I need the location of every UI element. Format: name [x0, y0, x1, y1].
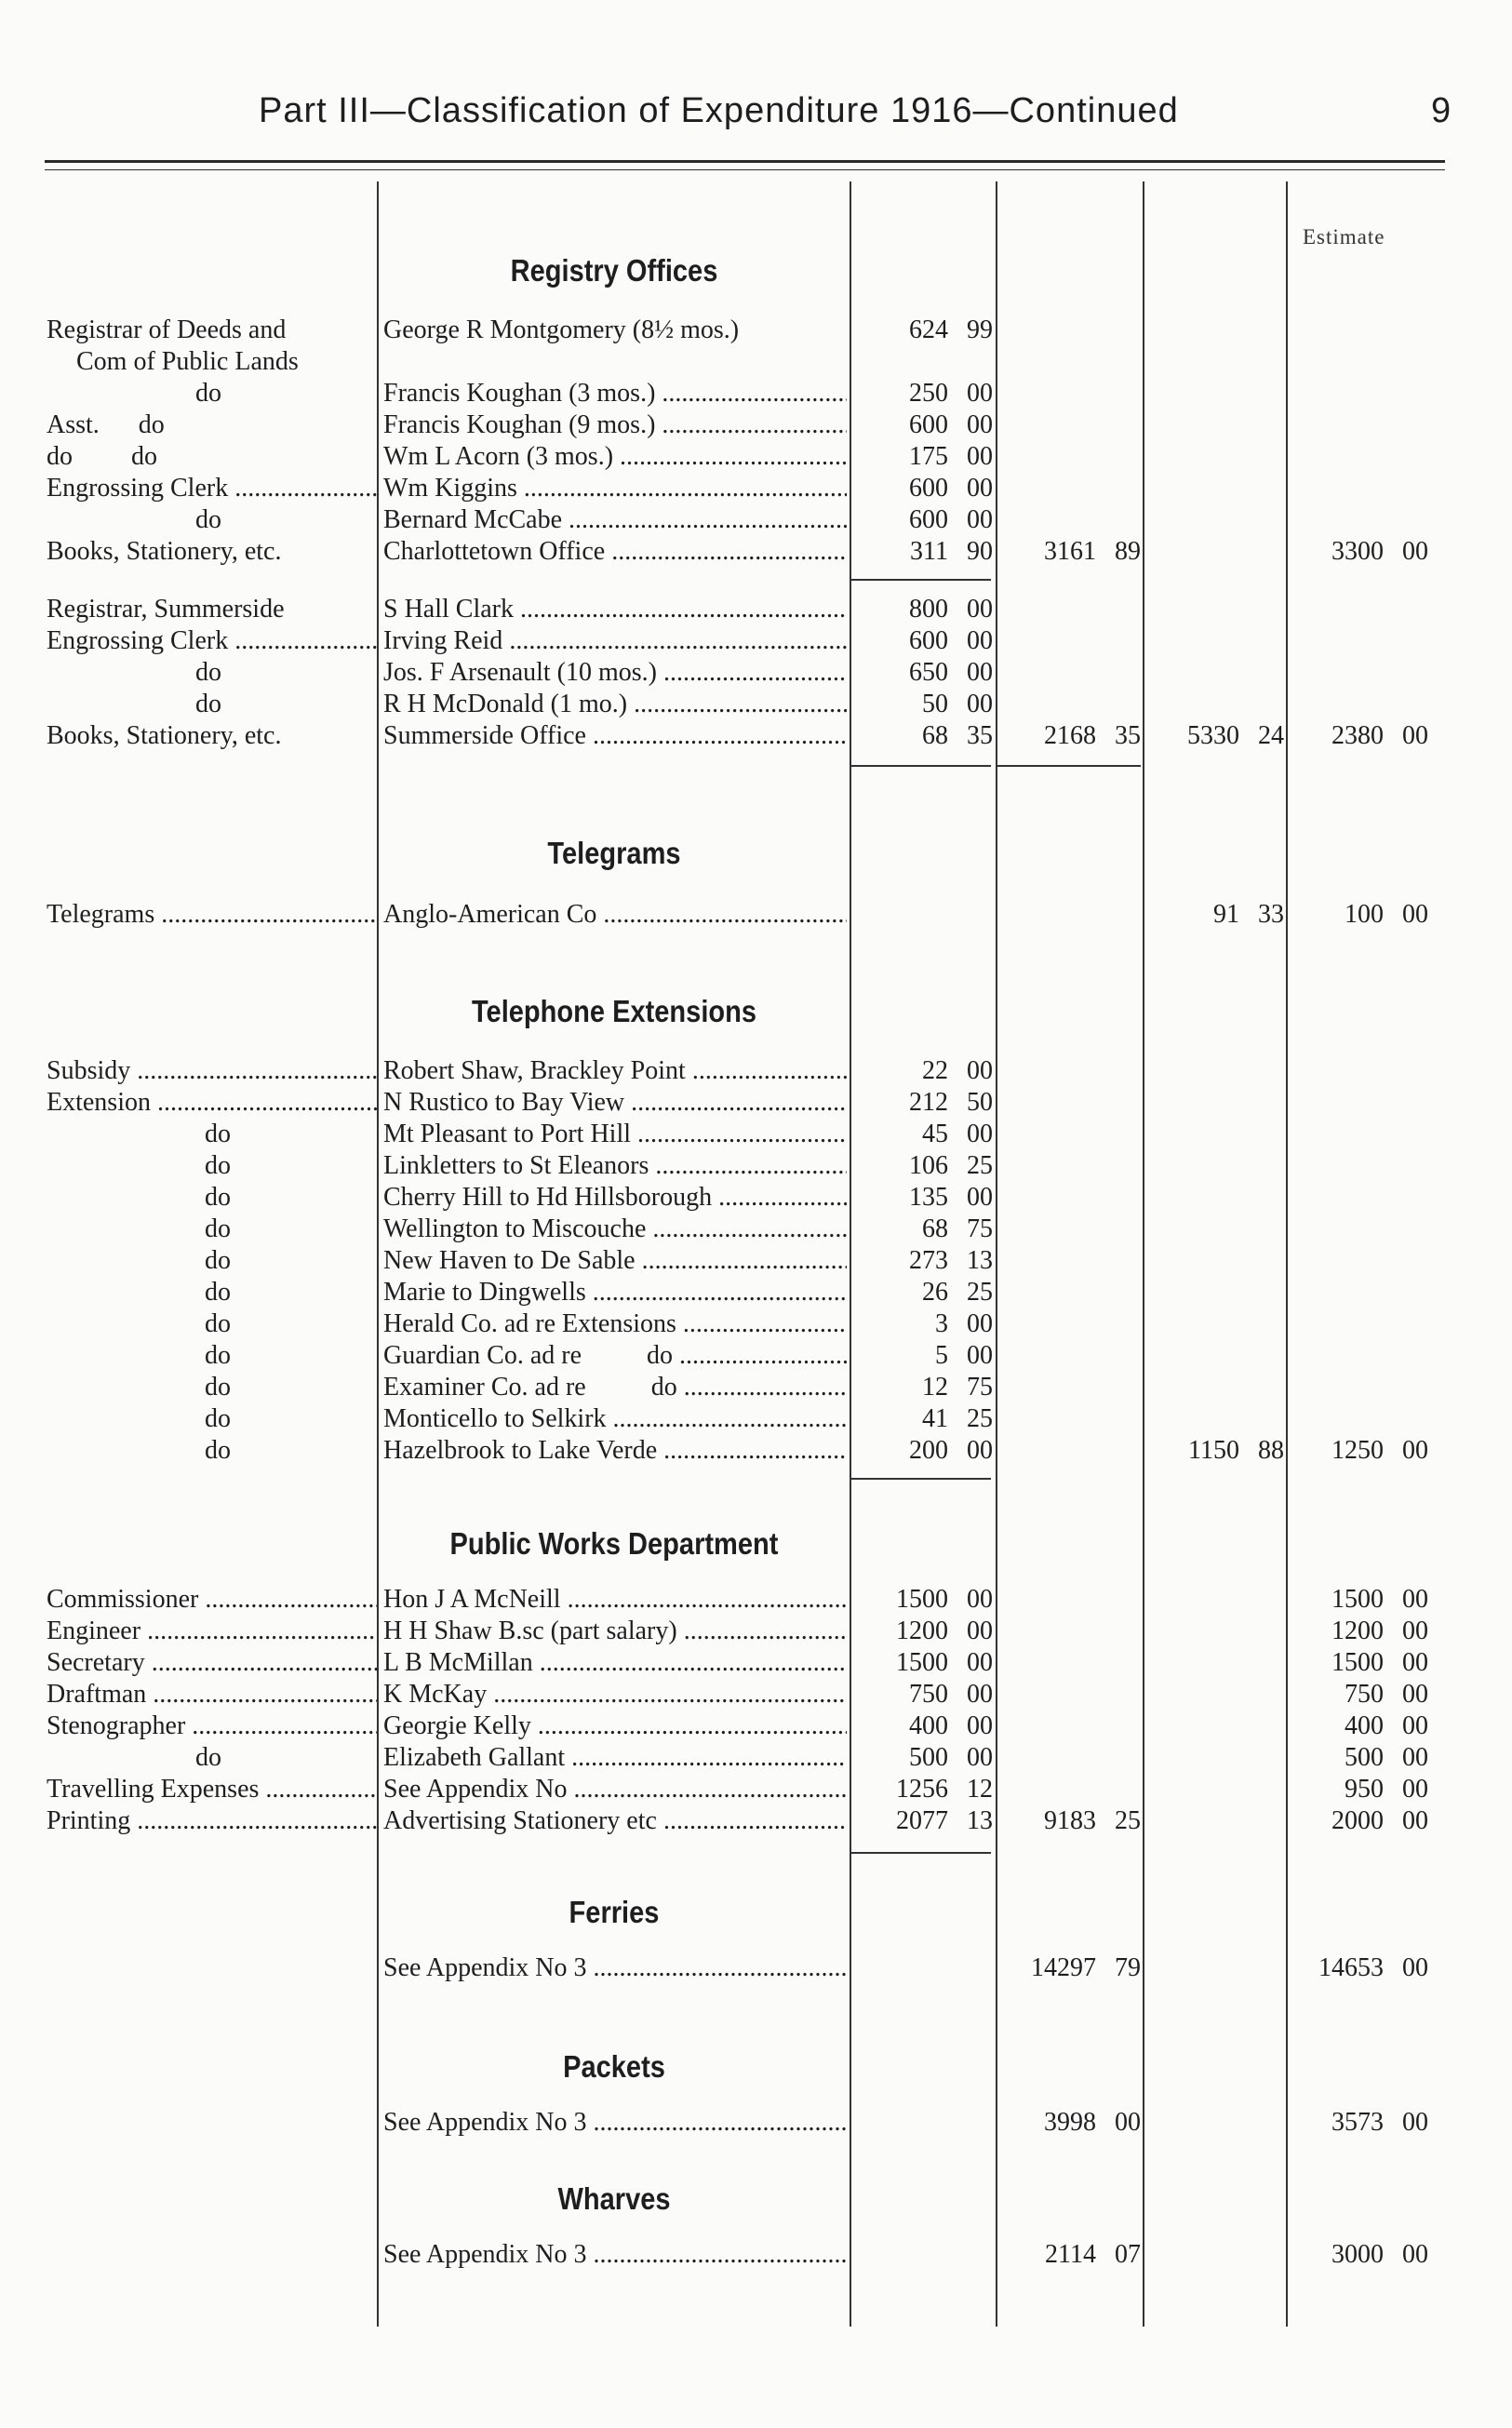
- amount-dollars: 1500: [896, 1585, 948, 1614]
- table-row: [0, 315, 1512, 346]
- amount-dollars: 5: [935, 1341, 948, 1370]
- amount-dollars: 100: [1345, 900, 1384, 929]
- amount-a4: [1289, 1647, 1428, 1679]
- table-row: [0, 1679, 1512, 1710]
- amount-a1: [851, 1119, 993, 1150]
- amount-a1: [851, 625, 993, 657]
- amount-a1: [851, 1182, 993, 1214]
- amount-a2: [997, 1805, 1141, 1837]
- section-telegrams: Telegrams: [547, 836, 681, 870]
- amount-a1: [851, 720, 993, 752]
- amount-dollars: 135: [909, 1183, 948, 1212]
- table-row: [0, 409, 1512, 441]
- row-payee: Marie to Dingwells .....: [383, 1277, 847, 1308]
- row-label: do: [205, 1183, 231, 1212]
- table-row: [0, 378, 1512, 409]
- amount-dollars: 22: [922, 1056, 948, 1085]
- amount-dollars: 1500: [1331, 1585, 1384, 1614]
- subtotal-rule-registry-1: [851, 579, 991, 581]
- amount-a3: [1146, 720, 1284, 752]
- amount-dollars: 600: [909, 626, 948, 655]
- row-payee: Irving Reid .....: [383, 625, 847, 657]
- row-label: Draftman .....: [47, 1679, 377, 1710]
- row-payee: Herald Co. ad re Extensions .....: [383, 1308, 847, 1340]
- amount-dollars: 2077: [896, 1806, 948, 1835]
- amount-cents: 00: [1402, 1585, 1428, 1614]
- row-payee: Guardian Co. ad re do .....: [383, 1340, 847, 1372]
- amount-cents: 00: [967, 505, 993, 534]
- amount-dollars: 2114: [1045, 2240, 1096, 2269]
- table-row: [0, 1214, 1512, 1245]
- section-telephone-extensions: Telephone Extensions: [471, 994, 757, 1028]
- table-row: [0, 1435, 1512, 1467]
- table-row: [0, 2107, 1512, 2139]
- row-payee: Wellington to Miscouche .....: [383, 1214, 847, 1245]
- amount-a1: [851, 1372, 993, 1403]
- amount-cents: 00: [967, 1743, 993, 1772]
- amount-cents: 13: [967, 1246, 993, 1275]
- amount-a1: [851, 504, 993, 536]
- amount-a2: [997, 2239, 1141, 2271]
- row-payee: K McKay .....: [383, 1679, 847, 1710]
- amount-dollars: 3000: [1331, 2240, 1384, 2269]
- amount-a1: [851, 1805, 993, 1837]
- amount-cents: 12: [967, 1775, 993, 1804]
- table-row: [0, 1742, 1512, 1774]
- amount-a1: [851, 536, 993, 568]
- amount-dollars: 600: [909, 410, 948, 439]
- amount-dollars: 311: [910, 537, 948, 566]
- amount-cents: 00: [1402, 1648, 1428, 1677]
- page-number: 9: [1431, 91, 1452, 130]
- table-row: [0, 1150, 1512, 1182]
- row-label: do: [195, 1743, 221, 1772]
- amount-dollars: 45: [922, 1120, 948, 1148]
- amount-a4: [1289, 1774, 1428, 1805]
- table-row: [0, 1119, 1512, 1150]
- row-label: Com of Public Lands: [76, 347, 299, 376]
- row-label: do: [195, 658, 221, 687]
- row-payee: See Appendix No 3 .....: [383, 2107, 847, 2139]
- amount-dollars: 3573: [1331, 2108, 1384, 2137]
- table-row: [0, 1805, 1512, 1837]
- row-label: Engrossing Clerk .....: [47, 625, 377, 657]
- amount-cents: 00: [967, 410, 993, 439]
- amount-dollars: 500: [909, 1743, 948, 1772]
- table-row: [0, 1308, 1512, 1340]
- amount-dollars: 3300: [1331, 537, 1384, 566]
- amount-a1: [851, 1647, 993, 1679]
- table-row: [0, 594, 1512, 625]
- row-label: Secretary .....: [47, 1647, 377, 1679]
- estimate-header: Estimate: [1303, 225, 1385, 248]
- row-payee: Charlottetown Office .....: [383, 536, 847, 568]
- row-label: Subsidy .....: [47, 1055, 377, 1087]
- amount-cents: 00: [967, 442, 993, 471]
- amount-dollars: 1250: [1331, 1436, 1384, 1465]
- amount-cents: 79: [1115, 1953, 1141, 1982]
- amount-a3: [1146, 1435, 1284, 1467]
- amount-a1: [851, 1710, 993, 1742]
- amount-a1: [851, 1340, 993, 1372]
- amount-a4: [1289, 1616, 1428, 1647]
- section-packets: Packets: [563, 2049, 665, 2084]
- amount-a1: [851, 473, 993, 504]
- row-payee: Monticello to Selkirk .....: [383, 1403, 847, 1435]
- amount-a4: [1289, 720, 1428, 752]
- amount-a1: [851, 1742, 993, 1774]
- amount-cents: 25: [967, 1278, 993, 1307]
- amount-cents: 00: [1402, 1711, 1428, 1740]
- row-label: do: [205, 1246, 231, 1275]
- amount-dollars: 650: [909, 658, 948, 687]
- amount-dollars: 400: [909, 1711, 948, 1740]
- row-payee: See Appendix No .....: [383, 1774, 847, 1805]
- row-label: do: [205, 1151, 231, 1180]
- amount-cents: 75: [967, 1214, 993, 1243]
- amount-a4: [1289, 1742, 1428, 1774]
- amount-a3: [1146, 899, 1284, 931]
- row-label: do: [195, 690, 221, 718]
- amount-cents: 00: [1115, 2108, 1141, 2137]
- amount-a4: [1289, 1679, 1428, 1710]
- row-label: Registrar, Summerside: [47, 595, 285, 624]
- amount-cents: 00: [967, 1309, 993, 1338]
- section-ferries: Ferries: [569, 1895, 660, 1929]
- amount-cents: 25: [967, 1151, 993, 1180]
- amount-dollars: 624: [909, 315, 948, 344]
- amount-cents: 89: [1115, 537, 1141, 566]
- row-payee: Anglo-American Co .....: [383, 899, 847, 931]
- amount-cents: 00: [967, 1648, 993, 1677]
- row-payee: Cherry Hill to Hd Hillsborough .....: [383, 1182, 847, 1214]
- row-label: do: [205, 1309, 231, 1338]
- amount-a1: [851, 1403, 993, 1435]
- page-title: Part III—Classification of Expenditure 1916—Continued: [259, 91, 1179, 130]
- row-label: do: [205, 1436, 231, 1465]
- amount-dollars: 50: [922, 690, 948, 718]
- row-label: do: [205, 1373, 231, 1402]
- row-label: Stenographer .....: [47, 1710, 377, 1742]
- amount-dollars: 750: [1345, 1680, 1384, 1709]
- row-payee: Georgie Kelly .....: [383, 1710, 847, 1742]
- amount-dollars: 68: [922, 1214, 948, 1243]
- row-payee: R H McDonald (1 mo.) .....: [383, 689, 847, 720]
- amount-cents: 00: [967, 658, 993, 687]
- amount-a4: [1289, 1584, 1428, 1616]
- amount-cents: 00: [967, 1056, 993, 1085]
- amount-dollars: 175: [909, 442, 948, 471]
- amount-a1: [851, 1616, 993, 1647]
- amount-a1: [851, 1214, 993, 1245]
- amount-a2: [997, 2107, 1141, 2139]
- amount-dollars: 5330: [1187, 721, 1239, 750]
- amount-cents: 00: [967, 1616, 993, 1645]
- amount-dollars: 1500: [896, 1648, 948, 1677]
- amount-cents: 00: [1402, 1775, 1428, 1804]
- amount-a4: [1289, 1805, 1428, 1837]
- amount-dollars: 14653: [1318, 1953, 1384, 1982]
- table-row: [0, 1647, 1512, 1679]
- row-label: Books, Stationery, etc.: [47, 537, 282, 566]
- table-row: [0, 504, 1512, 536]
- amount-dollars: 1256: [896, 1775, 948, 1804]
- amount-a1: [851, 441, 993, 473]
- amount-cents: 13: [967, 1806, 993, 1835]
- amount-dollars: 12: [922, 1373, 948, 1402]
- amount-cents: 00: [1402, 1953, 1428, 1982]
- amount-cents: 00: [967, 1183, 993, 1212]
- table-row: [0, 441, 1512, 473]
- table-row: [0, 346, 1512, 378]
- row-label: Asst. do: [47, 410, 165, 439]
- amount-cents: 25: [1115, 1806, 1141, 1835]
- amount-dollars: 9183: [1044, 1806, 1096, 1835]
- table-row: [0, 1340, 1512, 1372]
- amount-cents: 00: [1402, 1436, 1428, 1465]
- amount-dollars: 26: [922, 1278, 948, 1307]
- row-label: Telegrams .....: [47, 899, 377, 931]
- amount-cents: 00: [967, 1711, 993, 1740]
- row-label: do: [205, 1278, 231, 1307]
- amount-dollars: 2380: [1331, 721, 1384, 750]
- amount-cents: 00: [967, 1341, 993, 1370]
- table-row: [0, 536, 1512, 568]
- amount-cents: 00: [967, 474, 993, 503]
- amount-cents: 00: [967, 690, 993, 718]
- amount-dollars: 600: [909, 505, 948, 534]
- row-payee: Summerside Office .....: [383, 720, 847, 752]
- row-payee: Francis Koughan (3 mos.) .....: [383, 378, 847, 409]
- amount-a2: [997, 720, 1141, 752]
- row-payee: Hazelbrook to Lake Verde .....: [383, 1435, 847, 1467]
- table-row: [0, 1616, 1512, 1647]
- row-label: Commissioner .....: [47, 1584, 377, 1616]
- amount-cents: 35: [1115, 721, 1141, 750]
- row-label: Engrossing Clerk .....: [47, 473, 377, 504]
- amount-cents: 00: [967, 1120, 993, 1148]
- row-payee: Bernard McCabe .....: [383, 504, 847, 536]
- amount-cents: 00: [967, 1585, 993, 1614]
- row-label: do do: [47, 442, 157, 471]
- amount-cents: 88: [1258, 1436, 1284, 1465]
- row-payee: See Appendix No 3 .....: [383, 1952, 847, 1984]
- amount-cents: 00: [1402, 721, 1428, 750]
- row-payee: Hon J A McNeill .....: [383, 1584, 847, 1616]
- row-payee: Linkletters to St Eleanors .....: [383, 1150, 847, 1182]
- row-label: Books, Stationery, etc.: [47, 721, 282, 750]
- table-row: [0, 2239, 1512, 2271]
- amount-a4: [1289, 2239, 1428, 2271]
- row-payee: Mt Pleasant to Port Hill .....: [383, 1119, 847, 1150]
- amount-a1: [851, 378, 993, 409]
- header-rule-bottom: [45, 169, 1445, 170]
- row-label: do: [195, 505, 221, 534]
- amount-a1: [851, 1308, 993, 1340]
- amount-cents: 00: [967, 379, 993, 408]
- row-label: Printing .....: [47, 1805, 377, 1837]
- table-row: [0, 1952, 1512, 1984]
- subtotal-rule-public-works: [851, 1852, 991, 1854]
- row-payee: Elizabeth Gallant .....: [383, 1742, 847, 1774]
- amount-a4: [1289, 1710, 1428, 1742]
- table-row: [0, 1584, 1512, 1616]
- amount-a4: [1289, 899, 1428, 931]
- amount-dollars: 800: [909, 595, 948, 624]
- amount-cents: 07: [1115, 2240, 1141, 2269]
- section-wharves: Wharves: [557, 2181, 671, 2216]
- amount-dollars: 200: [909, 1436, 948, 1465]
- row-label: Travelling Expenses .....: [47, 1774, 377, 1805]
- row-label: Registrar of Deeds and: [47, 315, 287, 344]
- amount-cents: 00: [967, 1680, 993, 1709]
- amount-cents: 24: [1258, 721, 1284, 750]
- row-payee: N Rustico to Bay View .....: [383, 1087, 847, 1119]
- amount-a1: [851, 1150, 993, 1182]
- amount-dollars: 950: [1345, 1775, 1384, 1804]
- amount-a1: [851, 409, 993, 441]
- amount-cents: 00: [1402, 1743, 1428, 1772]
- row-payee: Wm L Acorn (3 mos.) .....: [383, 441, 847, 473]
- amount-dollars: 250: [909, 379, 948, 408]
- amount-dollars: 500: [1345, 1743, 1384, 1772]
- section-registry-offices: Registry Offices: [510, 253, 718, 288]
- table-row: [0, 1087, 1512, 1119]
- amount-dollars: 14297: [1031, 1953, 1096, 1982]
- amount-cents: 75: [967, 1373, 993, 1402]
- amount-dollars: 212: [909, 1088, 948, 1117]
- table-row: [0, 1710, 1512, 1742]
- row-label: do: [205, 1404, 231, 1433]
- amount-a1: [851, 657, 993, 689]
- amount-dollars: 1200: [1331, 1616, 1384, 1645]
- table-row: [0, 1055, 1512, 1087]
- row-payee: L B McMillan .....: [383, 1647, 847, 1679]
- amount-dollars: 750: [909, 1680, 948, 1709]
- amount-a1: [851, 594, 993, 625]
- amount-dollars: 91: [1213, 900, 1239, 929]
- table-row: [0, 1774, 1512, 1805]
- table-row: [0, 899, 1512, 931]
- row-payee: Jos. F Arsenault (10 mos.) .....: [383, 657, 847, 689]
- amount-dollars: 2168: [1044, 721, 1096, 750]
- amount-cents: 00: [1402, 1616, 1428, 1645]
- amount-cents: 35: [967, 721, 993, 750]
- table-row: [0, 720, 1512, 752]
- amount-a4: [1289, 1435, 1428, 1467]
- amount-dollars: 1200: [896, 1616, 948, 1645]
- amount-cents: 25: [967, 1404, 993, 1433]
- amount-dollars: 1150: [1188, 1436, 1239, 1465]
- amount-a1: [851, 689, 993, 720]
- amount-cents: 00: [967, 626, 993, 655]
- subtotal-rule-registry-3: [997, 765, 1141, 767]
- row-label: Engineer .....: [47, 1616, 377, 1647]
- amount-a1: [851, 1435, 993, 1467]
- amount-dollars: 3998: [1044, 2108, 1096, 2137]
- amount-dollars: 1500: [1331, 1648, 1384, 1677]
- table-row: [0, 1182, 1512, 1214]
- amount-cents: 00: [1402, 537, 1428, 566]
- row-payee: George R Montgomery (8½ mos.): [383, 315, 740, 344]
- amount-a1: [851, 1774, 993, 1805]
- amount-dollars: 41: [922, 1404, 948, 1433]
- row-label: Extension .....: [47, 1087, 377, 1119]
- table-row: [0, 1403, 1512, 1435]
- subtotal-rule-telephone: [851, 1478, 991, 1480]
- section-public-works: Public Works Department: [449, 1526, 779, 1561]
- amount-a4: [1289, 1952, 1428, 1984]
- row-payee: Robert Shaw, Brackley Point .....: [383, 1055, 847, 1087]
- amount-a1: [851, 1087, 993, 1119]
- amount-a2: [997, 1952, 1141, 1984]
- amount-cents: 33: [1258, 900, 1284, 929]
- amount-cents: 00: [1402, 900, 1428, 929]
- amount-cents: 90: [967, 537, 993, 566]
- amount-dollars: 400: [1345, 1711, 1384, 1740]
- amount-dollars: 600: [909, 474, 948, 503]
- table-row: [0, 689, 1512, 720]
- amount-a1: [851, 1277, 993, 1308]
- amount-cents: 00: [1402, 1680, 1428, 1709]
- subtotal-rule-registry-2: [851, 765, 991, 767]
- row-payee: Advertising Stationery etc .....: [383, 1805, 847, 1837]
- row-label: do: [195, 379, 221, 408]
- table-row: [0, 625, 1512, 657]
- header-rule-top: [45, 160, 1445, 163]
- table-row: [0, 657, 1512, 689]
- amount-dollars: 106: [909, 1151, 948, 1180]
- row-payee: See Appendix No 3 .....: [383, 2239, 847, 2271]
- amount-cents: 00: [967, 1436, 993, 1465]
- amount-a1: [851, 1245, 993, 1277]
- row-payee: H H Shaw B.sc (part salary) .....: [383, 1616, 847, 1647]
- row-payee: New Haven to De Sable .....: [383, 1245, 847, 1277]
- amount-a4: [1289, 2107, 1428, 2139]
- amount-dollars: 68: [922, 721, 948, 750]
- row-payee: Wm Kiggins .....: [383, 473, 847, 504]
- table-row: [0, 1245, 1512, 1277]
- amount-dollars: 3161: [1044, 537, 1096, 566]
- amount-cents: 00: [967, 595, 993, 624]
- amount-a1: [851, 1584, 993, 1616]
- amount-cents: 00: [1402, 2240, 1428, 2269]
- row-payee: Examiner Co. ad re do .....: [383, 1372, 847, 1403]
- amount-cents: 99: [967, 315, 993, 344]
- amount-dollars: 3: [935, 1309, 948, 1338]
- amount-a2: [997, 536, 1141, 568]
- table-row: [0, 1277, 1512, 1308]
- amount-a1: [851, 1055, 993, 1087]
- amount-a1: [851, 315, 993, 346]
- row-label: do: [205, 1120, 231, 1148]
- amount-dollars: 2000: [1331, 1806, 1384, 1835]
- row-payee: Francis Koughan (9 mos.) .....: [383, 409, 847, 441]
- table-row: [0, 1372, 1512, 1403]
- table-row: [0, 473, 1512, 504]
- row-label: do: [205, 1214, 231, 1243]
- amount-cents: 00: [1402, 2108, 1428, 2137]
- amount-a4: [1289, 536, 1428, 568]
- amount-cents: 50: [967, 1088, 993, 1117]
- amount-dollars: 273: [909, 1246, 948, 1275]
- row-label: do: [205, 1341, 231, 1370]
- amount-cents: 00: [1402, 1806, 1428, 1835]
- amount-a1: [851, 1679, 993, 1710]
- row-payee: S Hall Clark .....: [383, 594, 847, 625]
